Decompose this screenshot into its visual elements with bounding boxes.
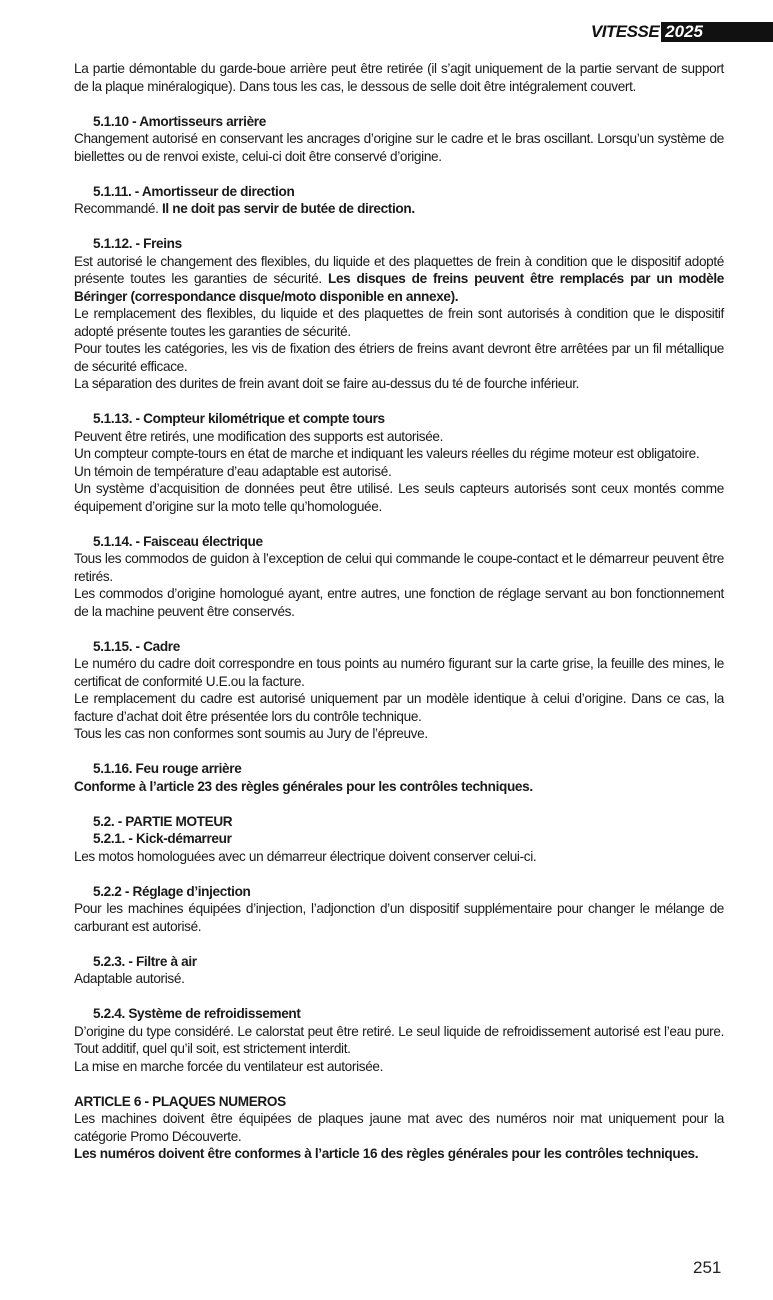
page-header	[591, 22, 773, 42]
paragraph: La mise en marche forcée du ventilateur est autorisée.	[74, 1058, 384, 1074]
paragraph	[74, 1145, 724, 1163]
paragraph	[74, 253, 724, 306]
section-heading: 5.2. - PARTIE MOTEUR	[93, 813, 233, 829]
article-heading: ARTICLE 6 - PLAQUES NUMEROS	[74, 1093, 286, 1109]
section-heading: 5.1.14. - Faisceau électrique	[93, 533, 263, 549]
section-heading: 5.2.3. - Filtre à air	[93, 953, 197, 969]
page-number: 251	[693, 1258, 722, 1277]
paragraph: Pour toutes les catégories, les vis de fixation des étriers de freins avant devront être arrêtées par un fil métallique de sécurité efficace.	[74, 341, 724, 374]
section-5-1-14	[74, 533, 724, 621]
section-heading: 5.2.2 - Réglage d’injection	[93, 883, 251, 899]
paragraph: Pour les machines équipées d’injection, l’adjonction d’un dispositif supplémentaire pour changer le mélange de carburant est autorisé.	[74, 901, 724, 934]
paragraph: Tous les cas non conformes sont soumis au Jury de l’épreuve.	[74, 726, 428, 741]
paragraph: Le remplacement des flexibles, du liquide et des plaquettes de frein sont autorisés à condition que le dispositif adopté présente toutes les garanties de sécurité.	[74, 306, 724, 339]
section-heading: 5.1.12. - Freins	[93, 236, 182, 251]
section-5-2-3	[74, 953, 724, 988]
paragraph: D’origine du type considéré. Le calorstat peut être retiré. Le seul liquide de refroidissement autorisé est l’eau pure. Tout additif, quel qu’il soit, est strictement interdit.	[74, 1023, 724, 1056]
paragraph: Un compteur compte-tours en état de marche et indiquant les valeurs réelles du régime moteur est obligatoire.	[74, 446, 700, 461]
paragraph	[74, 778, 724, 796]
section-heading: 5.1.13. - Compteur kilométrique et compte tours	[93, 411, 385, 426]
subsection-heading: 5.2.1. - Kick-démarreur	[93, 831, 232, 846]
section-5-1-12	[74, 235, 724, 393]
paragraph: Peuvent être retirés, une modification des supports est autorisée.	[74, 428, 444, 444]
paragraph: La séparation des durites de frein avant doit se faire au-dessus du té de fourche inférieur.	[74, 376, 580, 391]
section-heading: 5.1.11. - Amortisseur de direction	[93, 183, 295, 199]
bold-text: Les disques de freins peuvent être remplacés par un modèle Béringer (correspondance disque/moto disponible en annexe).	[74, 271, 724, 304]
section-5-2	[74, 813, 724, 866]
section-heading: 5.1.16. Feu rouge arrière	[93, 761, 242, 776]
paragraph: Le remplacement du cadre est autorisé uniquement par un modèle identique à celui d’origine. Dans ce cas, la facture d’achat doit être présentée lors du contrôle technique.	[74, 691, 724, 724]
paragraph	[74, 200, 724, 218]
header-year-badge: 2025	[661, 22, 773, 42]
bold-text: Conforme à l’article 23 des règles générales pour les contrôles techniques.	[74, 778, 533, 794]
paragraph: Les commodos d’origine homologué ayant, entre autres, une fonction de réglage servant au bon fonctionnement de la machine peuvent être conservés.	[74, 586, 724, 619]
bold-text: Les numéros doivent être conformes à l’article 16 des règles générales pour les contrôles techniques.	[74, 1146, 699, 1161]
paragraph: Un système d’acquisition de données peut être utilisé. Les seuls capteurs autorisés sont ceux montés comme équipement d’origine sur la moto telle qu’homologuée.	[74, 481, 724, 514]
text-run: Est autorisé le changement des flexibles, du liquide et des plaquettes de frein à condition que le dispositif adopté présente toutes les garanties de sécurité.	[74, 253, 724, 286]
section-heading: 5.1.10 - Amortisseurs arrière	[93, 113, 266, 129]
paragraph: Un témoin de température d’eau adaptable est autorisé.	[74, 463, 392, 479]
text-run: Recommandé.	[74, 201, 162, 216]
section-5-1-16	[74, 760, 724, 795]
paragraph: Les motos homologuées avec un démarreur électrique doivent conserver celui-ci.	[74, 848, 537, 864]
section-5-1-11	[74, 183, 724, 218]
document-body	[74, 60, 724, 1163]
section-5-2-4	[74, 1005, 724, 1075]
section-5-1-10	[74, 113, 724, 166]
section-5-1-13	[74, 410, 724, 515]
paragraph: Changement autorisé en conservant les ancrages d’origine sur le cadre et le bras oscillant. Lorsqu’un système de biellettes ou de renvoi existe, celui-ci doit être conservé d’origine.	[74, 131, 724, 164]
intro-paragraph: La partie démontable du garde-boue arrière peut être retirée (il s’agit uniquement de la partie servant de support de la plaque minéralogique). Dans tous les cas, le dessous de selle doit être intégralement couvert.	[74, 61, 724, 94]
section-heading: 5.2.4. Système de refroidissement	[93, 1006, 301, 1021]
article-6	[74, 1093, 724, 1163]
section-5-1-15	[74, 638, 724, 743]
paragraph: Le numéro du cadre doit correspondre en tous points au numéro figurant sur la carte grise, la feuille des mines, le certificat de conformité U.E.ou la facture.	[74, 656, 724, 689]
paragraph: Adaptable autorisé.	[74, 971, 185, 986]
section-heading: 5.1.15. - Cadre	[93, 638, 180, 654]
paragraph: Les machines doivent être équipées de plaques jaune mat avec des numéros noir mat uniquement pour la catégorie Promo Découverte.	[74, 1111, 724, 1144]
section-5-2-2	[74, 883, 724, 936]
bold-text: Il ne doit pas servir de butée de direction.	[161, 201, 415, 216]
header-title: VITESSE	[590, 22, 660, 41]
paragraph: Tous les commodos de guidon à l’exception de celui qui commande le coupe-contact et le démarreur peuvent être retirés.	[74, 551, 724, 584]
